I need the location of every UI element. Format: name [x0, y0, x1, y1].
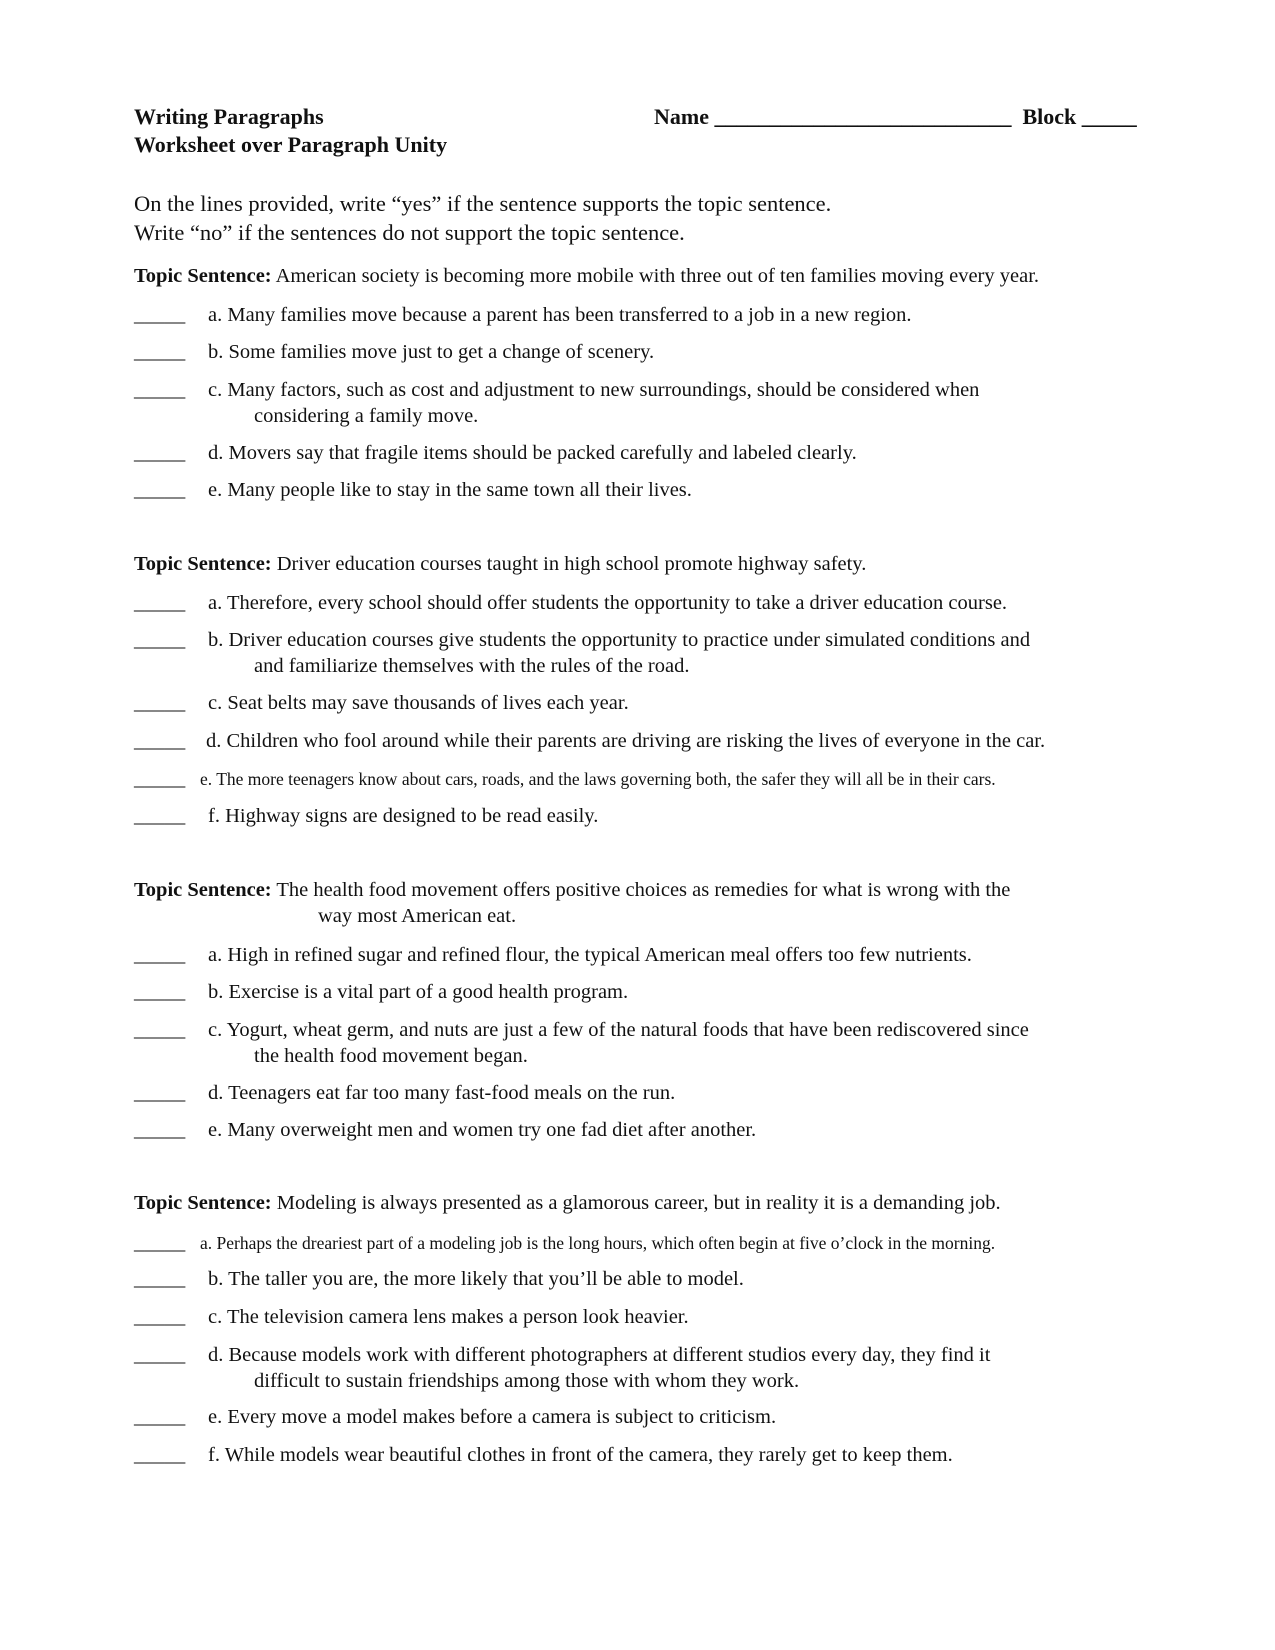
name-block-fields: [654, 103, 1137, 131]
answer-blank[interactable]: _____: [134, 1444, 186, 1466]
item-text: d. Teenagers eat far too many fast-food meals on the run.: [208, 1082, 676, 1104]
worksheet-title: Writing Paragraphs: [134, 104, 324, 129]
answer-blank[interactable]: _____: [134, 1019, 186, 1041]
topic-sentence: [134, 263, 1144, 289]
item-text: a. Therefore, every school should offer students the opportunity to take a driver education course.: [208, 592, 1008, 614]
answer-blank[interactable]: _____: [134, 442, 186, 464]
item-text: c. Many factors, such as cost and adjustment to new surroundings, should be considered when considering a family move.: [208, 379, 980, 427]
item-text: b. Exercise is a vital part of a good health program.: [208, 981, 629, 1003]
answer-blank[interactable]: _____: [134, 479, 186, 501]
item-text: a. Perhaps the dreariest part of a modeling job is the long hours, which often begin at five o’clock in the morning.: [200, 1233, 996, 1253]
item-text: f. Highway signs are designed to be read easily.: [208, 805, 599, 827]
item-text: e. The more teenagers know about cars, roads, and the laws governing both, the safer they will all be in their cars.: [200, 769, 996, 789]
answer-blank[interactable]: _____: [134, 1344, 186, 1366]
instructions: [134, 189, 831, 247]
item-text: c. Seat belts may save thousands of lives each year.: [208, 692, 629, 714]
topic-section-2: [134, 551, 1144, 827]
item-text: a. Many families move because a parent has been transferred to a job in a new region.: [208, 304, 912, 326]
answer-blank[interactable]: _____: [134, 1232, 186, 1254]
block-field[interactable]: Block _____: [1022, 104, 1137, 129]
topic-sentence: [134, 1190, 1144, 1216]
answer-blank[interactable]: _____: [134, 1268, 186, 1290]
answer-blank[interactable]: _____: [134, 944, 186, 966]
worksheet-subtitle: Worksheet over Paragraph Unity: [134, 132, 448, 157]
answer-blank[interactable]: _____: [134, 304, 186, 326]
topic-section-1: [134, 263, 1144, 501]
item-text: d. Movers say that fragile items should be packed carefully and labeled clearly.: [208, 442, 857, 464]
item-text: b. Some families move just to get a change of scenery.: [208, 341, 655, 363]
answer-blank[interactable]: _____: [134, 730, 186, 752]
topic-sentence: [134, 551, 1144, 577]
item-text: d. Because models work with different photographers at different studios every day, they find it difficult to sustain friendships among those with whom they work.: [208, 1344, 991, 1392]
name-field[interactable]: Name ___________________________: [654, 104, 1012, 129]
topic-text: American society is becoming more mobile with three out of ten families moving every year.: [271, 265, 1040, 287]
item-text: e. Every move a model makes before a camera is subject to criticism.: [208, 1406, 777, 1428]
item-text: c. The television camera lens makes a person look heavier.: [208, 1306, 689, 1328]
answer-blank[interactable]: _____: [134, 1082, 186, 1104]
topic-text-continued: way most American eat.: [318, 905, 517, 927]
item-text: c. Yogurt, wheat germ, and nuts are just a few of the natural foods that have been rediscovered since the health food movement began.: [208, 1019, 1029, 1067]
topic-label: Topic Sentence:: [134, 265, 272, 287]
topic-text: The health food movement offers positive choices as remedies for what is wrong with the: [271, 879, 1011, 901]
answer-blank[interactable]: _____: [134, 592, 186, 614]
item-text: e. Many people like to stay in the same town all their lives.: [208, 479, 692, 501]
instruction-line: Write “no” if the sentences do not support the topic sentence.: [134, 220, 685, 245]
item-text: e. Many overweight men and women try one fad diet after another.: [208, 1119, 757, 1141]
topic-label: Topic Sentence:: [134, 1192, 272, 1214]
answer-blank[interactable]: _____: [134, 805, 186, 827]
item-text: b. The taller you are, the more likely that you’ll be able to model.: [208, 1268, 744, 1290]
instruction-line: On the lines provided, write “yes” if the sentence supports the topic sentence.: [134, 191, 832, 216]
topic-label: Topic Sentence:: [134, 553, 272, 575]
topic-text: Driver education courses taught in high school promote highway safety.: [271, 553, 867, 575]
answer-blank[interactable]: _____: [134, 1306, 186, 1328]
topic-section-3: [134, 877, 1144, 1141]
answer-blank[interactable]: _____: [134, 768, 186, 790]
worksheet-header: [134, 103, 1144, 159]
item-text: f. While models wear beautiful clothes in front of the camera, they rarely get to keep them.: [208, 1444, 953, 1466]
topic-text: Modeling is always presented as a glamorous career, but in reality it is a demanding job.: [271, 1192, 1001, 1214]
answer-blank[interactable]: _____: [134, 692, 186, 714]
answer-blank[interactable]: _____: [134, 1119, 186, 1141]
answer-blank[interactable]: _____: [134, 981, 186, 1003]
topic-section-4: [134, 1190, 1144, 1466]
answer-blank[interactable]: _____: [134, 629, 186, 651]
item-text: d. Children who fool around while their parents are driving are risking the lives of everyone in the car.: [206, 730, 1046, 752]
topic-label: Topic Sentence:: [134, 879, 272, 901]
answer-blank[interactable]: _____: [134, 379, 186, 401]
answer-blank[interactable]: _____: [134, 341, 186, 363]
item-text: a. High in refined sugar and refined flour, the typical American meal offers too few nutrients.: [208, 944, 972, 966]
answer-blank[interactable]: _____: [134, 1406, 186, 1428]
item-text: b. Driver education courses give students the opportunity to practice under simulated conditions and and familiarize themselves with the rules of the road.: [208, 629, 1031, 677]
topic-sentence: [134, 877, 1144, 929]
